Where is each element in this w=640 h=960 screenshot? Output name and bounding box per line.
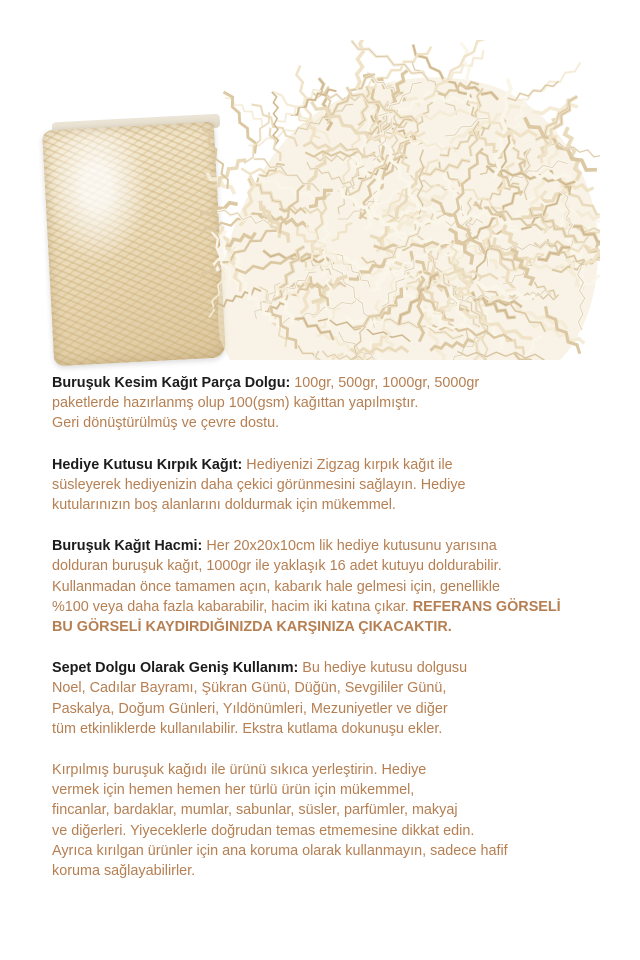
crinkle-paper-photo	[40, 40, 600, 360]
paper-strand	[224, 92, 257, 154]
paragraph-heading: Buruşuk Kesim Kağıt Parça Dolgu:	[52, 375, 291, 391]
paragraph-line: Geri dönüştürülmüş ve çevre dostu.	[52, 415, 280, 432]
paragraph-line: fincanlar, bardaklar, mumlar, sabunlar, süsler, parfümler, makyaj	[52, 802, 458, 819]
packaged-paper-bag	[42, 122, 226, 367]
paragraph-heading: Sepet Dolgu Olarak Geniş Kullanım:	[52, 660, 299, 677]
paragraph-heading: Buruşuk Kağıt Hacmi:	[52, 538, 203, 555]
paragraph-heading: Hediye Kutusu Kırpık Kağıt:	[52, 456, 243, 473]
paper-strand	[518, 63, 581, 101]
paragraph-line: koruma sağlayabilirler.	[52, 863, 196, 880]
paragraph-line: vermek için hemen hemen her türlü ürün için mükemmel,	[52, 782, 415, 799]
paragraph-line: Bu hediye kutusu dolgusu	[302, 660, 468, 677]
reference-note: REFERANS GÖRSELİ	[412, 598, 561, 615]
reference-note: BU GÖRSELİ KAYDIRDIĞINIZDA KARŞINIZA ÇIKACAKTIR.	[52, 619, 452, 636]
paragraph-basket-usage	[52, 658, 600, 739]
crinkle-paper-pile-drawing	[200, 40, 600, 360]
paragraph-line: Noel, Cadılar Bayramı, Şükran Günü, Düğün, Sevgililer Günü,	[52, 680, 447, 697]
crinkle-paper-pile	[200, 40, 600, 360]
paragraph-line: Paskalya, Doğum Günleri, Yıldönümleri, Mezuniyetler ve diğer	[52, 700, 448, 717]
paragraph-line: tüm etkinliklerde kullanılabilir. Ekstra kutlama dokunuşu ekler.	[52, 720, 443, 737]
paragraph-line: Hediyenizi Zigzag kırpık kağıt ile	[246, 456, 453, 473]
paper-strand	[225, 98, 262, 127]
paragraph-volume	[52, 536, 600, 637]
paragraph-gift-box	[52, 455, 600, 516]
paragraph-line: Her 20x20x10cm lik hediye kutusunu yarısına	[206, 538, 497, 555]
paragraph-line: Ayrıca kırılgan ürünler için ana koruma olarak kullanmayın, sadece hafif	[52, 842, 508, 859]
paragraph-line: 100gr, 500gr, 1000gr, 5000gr	[294, 375, 480, 391]
description-text	[52, 373, 600, 902]
paragraph-filler-cut	[52, 373, 600, 434]
paragraph-line: ve diğerleri. Yiyeceklerle doğrudan temas etmemesine dikkat edin.	[52, 822, 475, 839]
paragraph-line: %100 veya daha fazla kabarabilir, hacim iki katına çıkar.	[52, 598, 409, 615]
paragraph-line: süsleyerek hediyenizin daha çekici görünmesini sağlayın. Hediye	[52, 476, 466, 493]
paragraph-placement-tips	[52, 760, 600, 881]
paragraph-line: Kullanmadan önce tamamen açın, kabarık hale gelmesi için, genellikle	[52, 578, 500, 595]
paragraph-line: Kırpılmış buruşuk kağıdı ile ürünü sıkıca yerleştirin. Hediye	[52, 762, 427, 779]
paragraph-line: dolduran buruşuk kağıt, 1000gr ile yaklaşık 16 adet kutuyu doldurabilir.	[52, 558, 502, 575]
paragraph-line: paketlerde hazırlanmş olup 100(gsm) kağıttan yapılmıştır.	[52, 395, 419, 412]
paragraph-line: kutularınızın boş alanlarını doldurmak için mükemmel.	[52, 497, 396, 514]
